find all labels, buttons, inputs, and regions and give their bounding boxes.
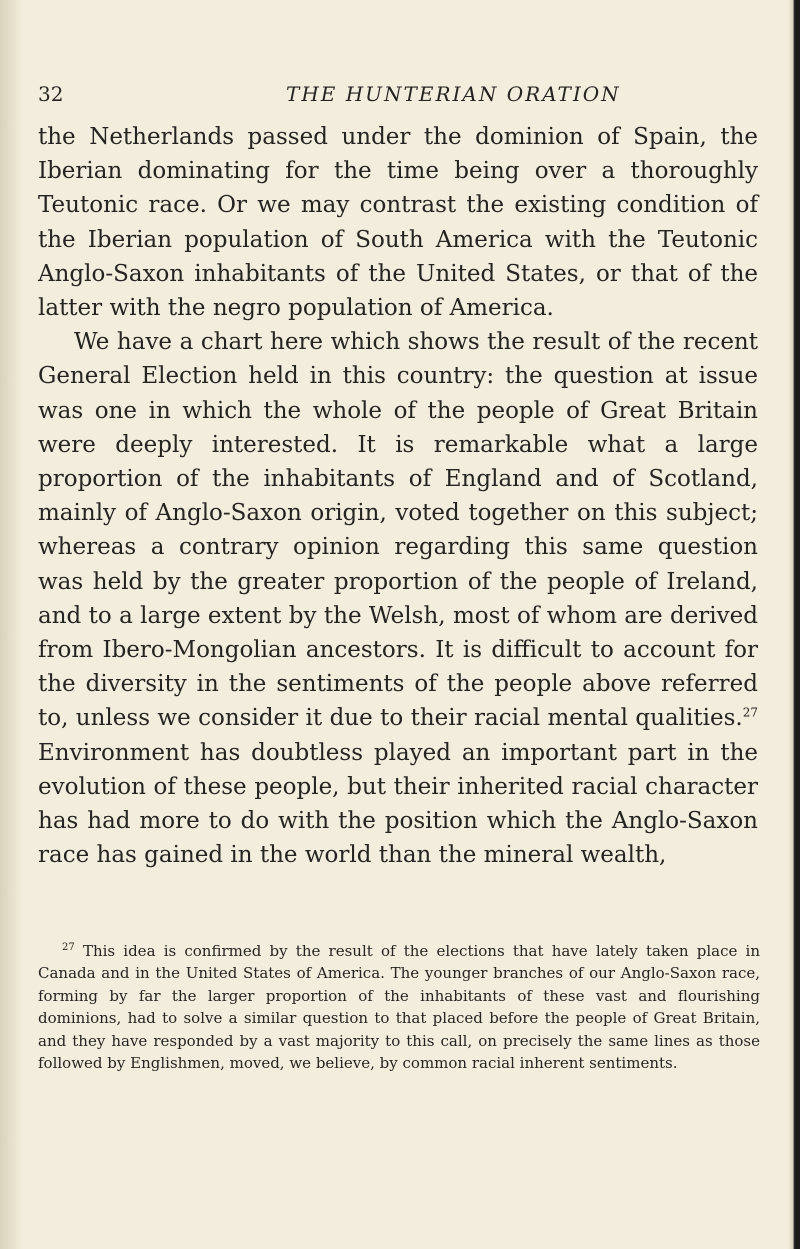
footnote-reference: 27 bbox=[742, 705, 758, 720]
footnote-text: This idea is confirmed by the result of the elections that have lately taken place in Canada and in the United States of America. The younger branches of our Anglo-Saxon race, forming by far the larger proportion of the inhabitants of these vast and flourishing dominions, had to solve a similar question to that placed before the people of Great Britain, and they have responded by a vast majority to this call, on precisely the same lines as those followed by Englishmen, moved, we believe, by common racial inherent sentiments. bbox=[38, 942, 760, 1073]
footnote-number: 27 bbox=[62, 942, 75, 953]
page-number: 32 bbox=[38, 82, 64, 106]
footnote bbox=[38, 940, 760, 1074]
page-gutter-shadow bbox=[0, 0, 22, 1249]
paragraph-2-text: We have a chart here which shows the result of the recent General Election held in this country: the question at issue was one in which the whole of the people of Great Britain were deeply interested. It is remarkable what a large proportion of the inhabitants of England and of Scotland, mainly of Anglo-Saxon origin, voted together on this subject; whereas a contrary opinion regarding this same question was held by the greater proportion of the people of Ireland, and to a large extent by the Welsh, most of whom are derived from Ibero-Mongolian ancestors. It is difficult to account for the diversity in the sentiments of the people above referred to, unless we consider it due to their racial mental qualities. bbox=[38, 329, 758, 732]
paragraph-2-continuation: Environment has doubtless played an important part in the evolution of these people, but their inherited racial character has had more to do with the position which the Anglo-Saxon race has gained in the world than the mineral wealth, bbox=[38, 739, 758, 869]
body-text bbox=[38, 120, 758, 872]
paragraph-1: the Netherlands passed under the dominion of Spain, the Iberian dominating for the time being over a thoroughly Teutonic race. Or we may contrast the existing condition of the Iberian population of South America with the Teutonic Anglo-Saxon inhabitants of the United States, or that of the latter with the negro population of America. bbox=[38, 124, 758, 322]
page-edge-border bbox=[788, 0, 800, 1249]
paragraph-2 bbox=[38, 325, 758, 872]
running-head: THE HUNTERIAN ORATION bbox=[286, 82, 621, 106]
page-header bbox=[38, 82, 758, 112]
